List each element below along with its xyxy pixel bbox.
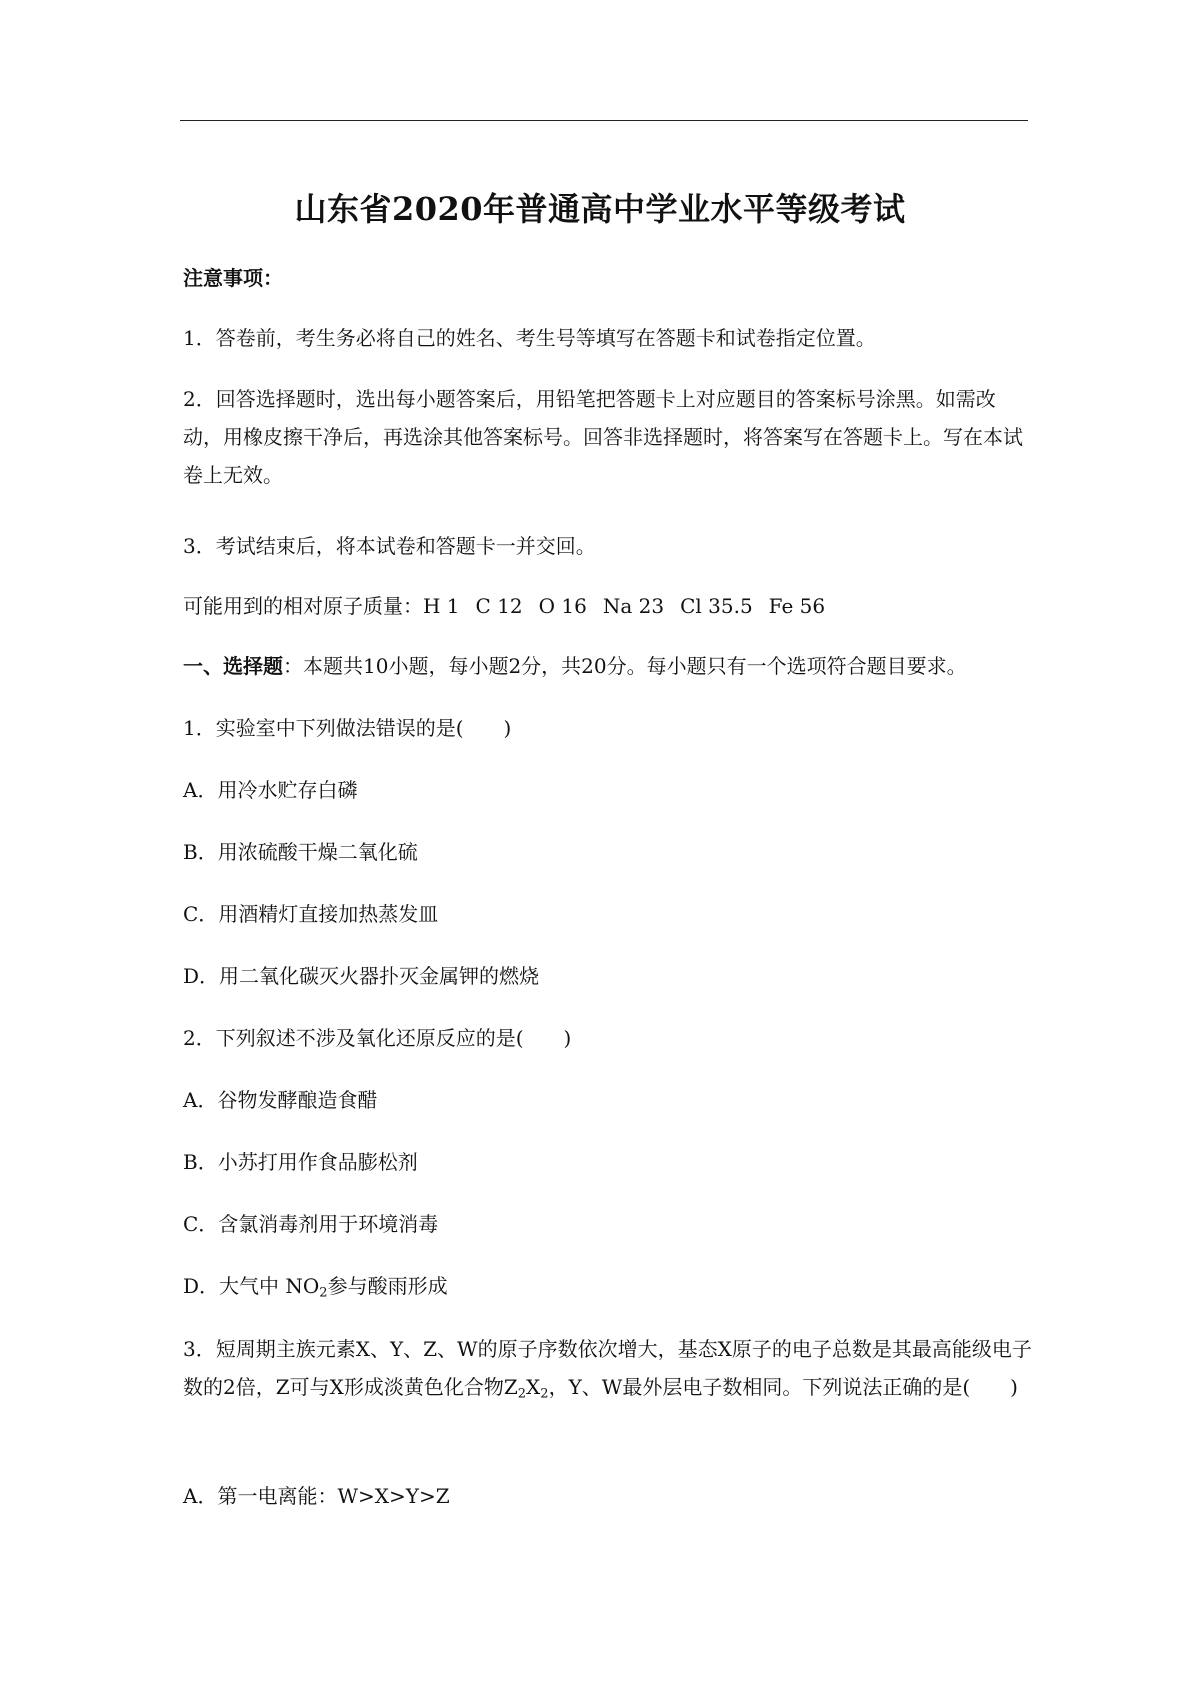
q3-stem-b: ，Y、W最外层电子数相同。下列说法正确的是( — [548, 1375, 971, 1399]
mass-h: H 1 — [423, 594, 460, 618]
q2-stem-text: 2．下列叙述不涉及氧化还原反应的是( — [183, 1026, 524, 1050]
notice-item-2: 2．回答选择题时，选出每小题答案后，用铅笔把答题卡上对应题目的答案标号涂黑。如需改动，用橡皮擦干净后，再选涂其他答案标号。回答非选择题时，将答案写在答题卡上。写在本试卷上无效。 — [183, 387, 1023, 487]
q2-option-d-sub: 2 — [319, 1285, 328, 1301]
q1-stem — [183, 718, 511, 738]
q2-option-d-prefix: D．大气中 NO — [183, 1274, 320, 1298]
q1-option-d: D．用二氧化碳灭火器扑灭金属钾的燃烧 — [183, 964, 540, 988]
q3-stem-a: 3．短周期主族元素X、Y、Z、W的原子序数依次增大，基态X原子的电子总数是其最高能级电子数的2倍，Z可与X形成淡黄色化合物Z — [183, 1337, 1032, 1399]
mass-o: O 16 — [538, 594, 587, 618]
atomic-masses — [183, 596, 825, 616]
q2-option-c: C．含氯消毒剂用于环境消毒 — [183, 1212, 439, 1236]
q3-close-paren: ) — [1010, 1375, 1018, 1399]
q1-close-paren: ) — [503, 716, 512, 740]
q2-close-paren: ) — [563, 1026, 572, 1050]
q3-sub-2: 2 — [540, 1386, 549, 1402]
q2-option-b: B．小苏打用作食品膨松剂 — [183, 1150, 418, 1174]
mass-c: C 12 — [475, 594, 523, 618]
q1-stem-text: 1．实验室中下列做法错误的是( — [183, 716, 464, 740]
notice-heading: 注意事项： — [183, 266, 283, 290]
mass-cl: Cl 35.5 — [680, 594, 753, 618]
q2-stem — [183, 1028, 571, 1048]
q3-option-a: A．第一电离能：W>X>Y>Z — [183, 1484, 450, 1508]
mass-fe: Fe 56 — [768, 594, 826, 618]
q1-option-b: B．用浓硫酸干燥二氧化硫 — [183, 840, 418, 864]
mass-na: Na 23 — [602, 594, 665, 618]
q2-option-a: A．谷物发酵酿造食醋 — [183, 1088, 378, 1112]
q3-stem-mid: X — [526, 1375, 541, 1399]
q3-stem — [183, 1330, 1033, 1406]
q1-option-a: A．用冷水贮存白磷 — [183, 778, 358, 802]
top-rule — [180, 120, 1028, 121]
notice-item-1: 1．答卷前，考生务必将自己的姓名、考生号等填写在答题卡和试卷指定位置。 — [183, 326, 876, 350]
section-title: 一、选择题 — [183, 654, 283, 678]
q3-sub-1: 2 — [517, 1386, 527, 1402]
q2-option-d — [183, 1274, 448, 1301]
atomic-masses-label: 可能用到的相对原子质量： — [183, 594, 423, 618]
exam-title: 山东省2020年普通高中学业水平等级考试 — [294, 190, 906, 228]
section-desc: ：本题共10小题，每小题2分，共20分。每小题只有一个选项符合题目要求。 — [283, 654, 967, 678]
section-heading — [183, 656, 967, 676]
q2-option-d-suffix: 参与酸雨形成 — [327, 1274, 448, 1298]
notice-item-3: 3．考试结束后，将本试卷和答题卡一并交回。 — [183, 534, 596, 558]
q1-option-c: C．用酒精灯直接加热蒸发皿 — [183, 902, 439, 926]
